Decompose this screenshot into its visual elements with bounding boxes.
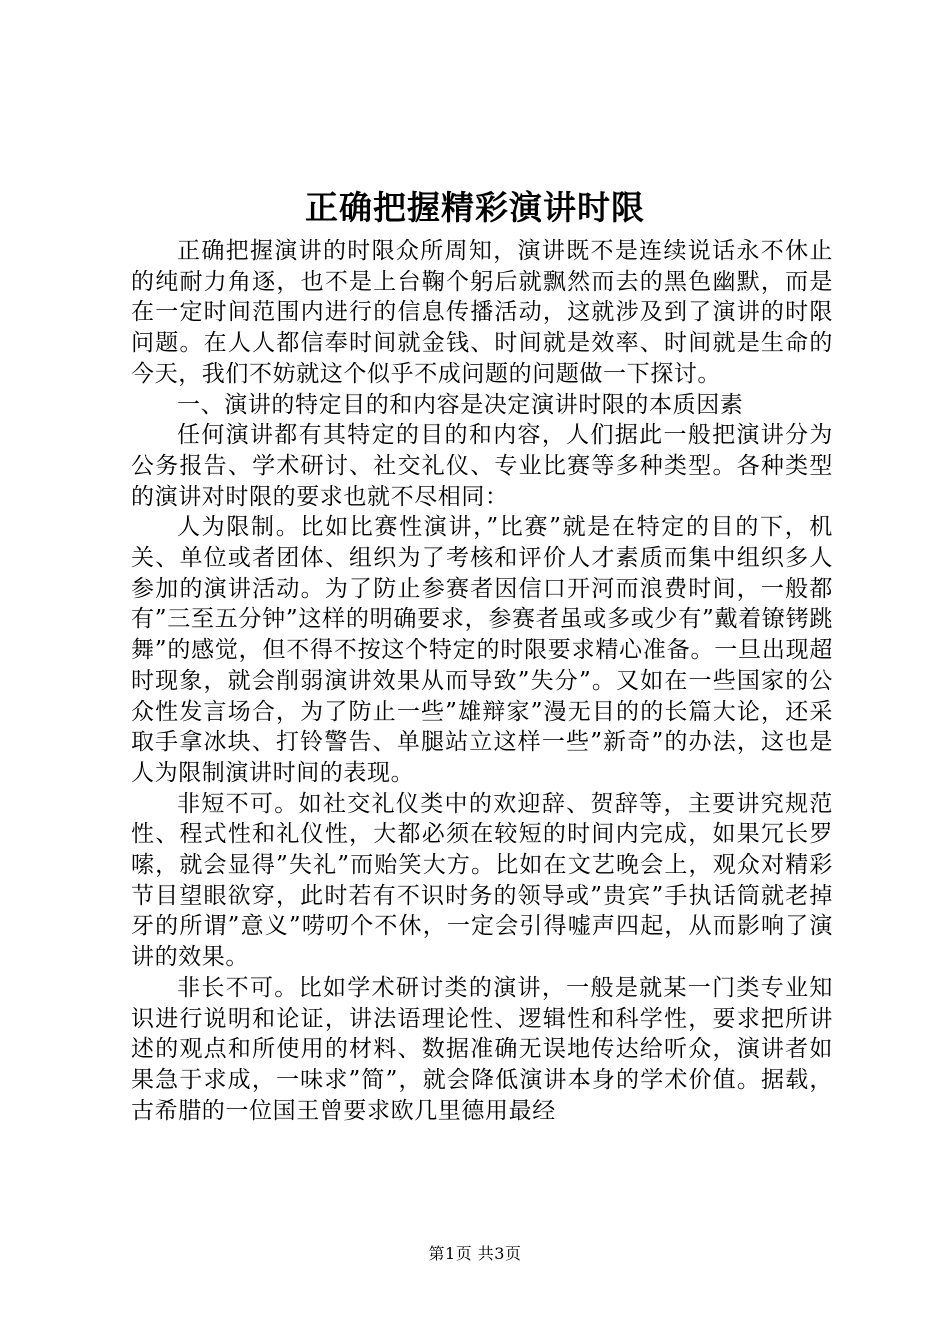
paragraph-must-be-short: 非短不可。如社交礼仪类中的欢迎辞、贺辞等，主要讲究规范性、程式性和礼仪性，大都必须在较短的时间内完成，如果冗长罗嗦，就会显得”失礼”而贻笑大方。比如在文艺晚会上，观众对精彩节目望眼欲穿，此时若有不识时务的领导或”贵宾”手执话筒就老掉牙的所谓”意义”唠叨个不休，一定会引得嘘声四起，从而影响了演讲的效果。 (131, 790, 833, 971)
paragraph-must-be-long: 非长不可。比如学术研讨类的演讲，一般是就某一门类专业知识进行说明和论证，讲法语理论性、逻辑性和科学性，要求把所讲述的观点和所使用的材料、数据准确无误地传达给听众，演讲者如果急于求成，一味求”简”，就会降低演讲本身的学术价值。据载，古希腊的一位国王曾要求欧几里德用最经 (131, 974, 833, 1124)
paragraph-artificial-limit: 人为限制。比如比赛性演讲，”比赛”就是在特定的目的下，机关、单位或者团体、组织为了考核和评价人才素质而集中组织多人参加的演讲活动。为了防止参赛者因信口开河而浪费时间，一般都有”三至五分钟”这样的明确要求，参赛者虽或多或少有”戴着镣铐跳舞”的感觉，但不得不按这个特定的时限要求精心准备。一旦出现超时现象，就会削弱演讲效果从而导致”失分”。又如在一些国家的公众性发言场合，为了防止一些”雄辩家”漫无目的的长篇大论，还采取手拿冰块、打铃警告、单腿站立这样一些”新奇”的办法，这也是人为限制演讲时间的表现。 (131, 514, 833, 786)
document-body (131, 236, 833, 1126)
page-footer: 第1页 共3页 (428, 1244, 522, 1263)
paragraph-types: 任何演讲都有其特定的目的和内容，人们据此一般把演讲分为公务报告、学术研讨、社交礼仪、专业比赛等多种类型。各种类型的演讲对时限的要求也就不尽相同： (131, 422, 833, 510)
document-title: 正确把握精彩演讲时限 (305, 188, 645, 227)
paragraph-intro: 正确把握演讲的时限众所周知，演讲既不是连续说话永不休止的纯耐力角逐，也不是上台鞠个躬后就飘然而去的黑色幽默，而是在一定时间范围内进行的信息传播活动，这就涉及到了演讲的时限问题。在人人都信奉时间就金钱、时间就是效率、时间就是生命的今天，我们不妨就这个似乎不成问题的问题做一下探讨。 (131, 238, 833, 387)
section-heading-1: 一、演讲的特定目的和内容是决定演讲时限的本质因素 (177, 391, 744, 418)
